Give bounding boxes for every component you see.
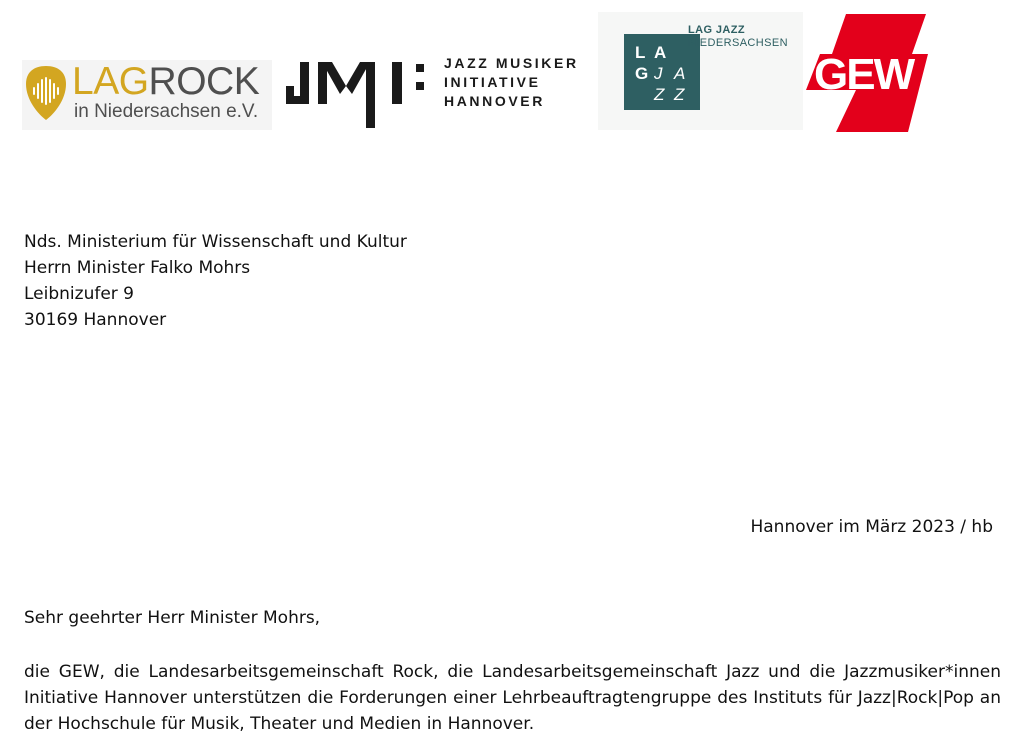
lagrock-subtitle: in Niedersachsen e.V. — [74, 101, 259, 122]
lagjazz-logo — [598, 12, 803, 130]
salutation: Sehr geehrter Herr Minister Mohrs, — [24, 608, 321, 628]
lagjazz-subtitle: NIEDERSACHSEN — [688, 37, 788, 49]
lagjazz-letter-a: A — [654, 43, 667, 62]
jmi-monogram-icon — [282, 56, 432, 128]
jmi-logo — [282, 50, 602, 130]
lagjazz-letter-l: L — [635, 43, 646, 62]
jmi-text — [444, 54, 579, 111]
lagrock-word-rock: ROCK — [148, 60, 260, 103]
jmi-line1: JAZZ MUSIKER — [444, 55, 579, 71]
lagjazz-letter-z2: Z — [674, 85, 685, 104]
letter-paragraph: die GEW, die Landesarbeitsgemeinschaft Rock, die Landesarbeitsgemeinschaft Jazz und die Jazzmusiker*innen Initiative Hannover unterstützen die Forderungen einer Lehrbeauftragtengruppe des Instituts für Jazz|Rock|Pop an der Hochschule für Musik, Theater und Medien in Hannover. — [24, 662, 1001, 734]
gew-logo — [806, 14, 928, 132]
recipient-line-3: Leibnizufer 9 — [24, 284, 134, 304]
date-line: Hannover im März 2023 / hb — [750, 517, 993, 537]
jmi-line2: INITIATIVE — [444, 74, 541, 90]
lagrock-logo — [22, 60, 272, 130]
lagjazz-letter-a2: A — [674, 64, 686, 83]
recipient-line-2: Herrn Minister Falko Mohrs — [24, 258, 251, 278]
lagjazz-letter-z1: Z — [654, 85, 665, 104]
lagjazz-letter-j: J — [654, 64, 663, 83]
lagrock-word-lag: LAG — [72, 60, 149, 103]
gew-letters: GEW — [814, 50, 914, 99]
jmi-line3: HANNOVER — [444, 93, 545, 109]
lagjazz-letter-g: G — [635, 64, 649, 83]
recipient-line-4: 30169 Hannover — [24, 310, 167, 330]
lagrock-wordmark — [72, 60, 259, 104]
lagjazz-heading — [688, 24, 788, 50]
lagjazz-title: LAG JAZZ — [688, 24, 745, 36]
logo-row — [0, 0, 1024, 140]
recipient-address — [24, 229, 407, 333]
recipient-line-1: Nds. Ministerium für Wissenschaft und Kultur — [24, 232, 407, 252]
guitar-pick-icon — [24, 64, 68, 122]
